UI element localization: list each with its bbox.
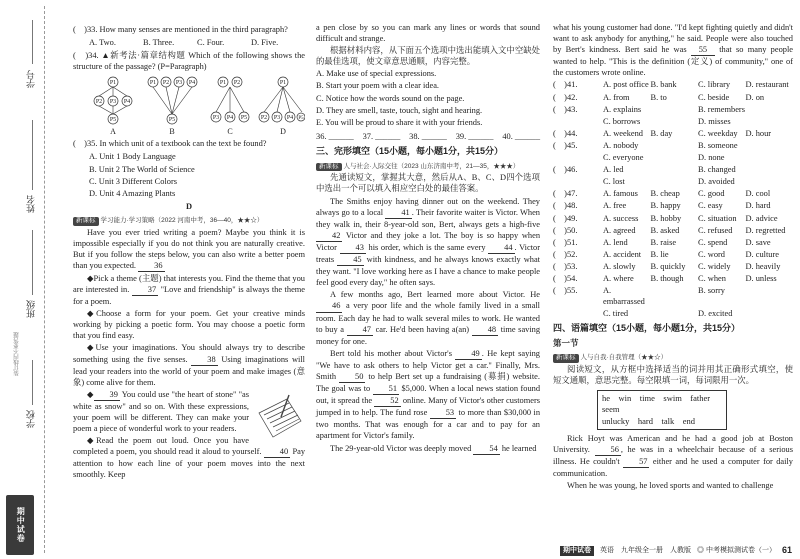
svg-text:P1: P1	[149, 80, 157, 87]
name-line	[32, 120, 33, 190]
question-34: ( )34. ▲新考法·篇章结构题 Which of the following shows the structure of the passage? (P=Paragraph)	[73, 51, 305, 72]
option: A. Unit 1 Body Language	[89, 152, 176, 162]
blank-36[interactable]: 36	[138, 260, 164, 272]
cloze-option-row	[553, 140, 793, 151]
answer-blank[interactable]: 38. ______	[409, 131, 447, 141]
option	[746, 308, 794, 319]
svg-text:P4: P4	[188, 80, 196, 87]
cloze-option-row	[553, 116, 793, 127]
passage-paragraph-3: ◆Choose a form for your poem. Get your creative minds working by picking a poetic form. You may choose a poetic form that you find easy.	[73, 309, 305, 341]
blank-44[interactable]: 44	[488, 242, 514, 254]
answer-blank[interactable]: 40. ______	[502, 131, 540, 141]
option: A. from	[603, 92, 630, 102]
school-line	[32, 360, 33, 405]
option: B. to	[650, 92, 667, 102]
cloze-instructions: 先通读短文，掌握其大意，然后从A、B、C、D四个选项中选出一个可以填入相应空白处的最佳答案。	[316, 173, 540, 194]
option: D. heavily	[745, 261, 781, 271]
cloze-option-row	[553, 261, 793, 272]
cloze-option-row	[553, 249, 793, 260]
blank-50[interactable]: 50	[339, 371, 365, 383]
option: A. lend	[603, 237, 628, 247]
option: A. embarrassed	[603, 286, 645, 307]
option: D. on	[745, 92, 765, 102]
question-number[interactable]: ( )49.	[553, 213, 578, 223]
option	[746, 116, 794, 127]
svg-text:P4: P4	[286, 115, 294, 122]
option: D. restaurant	[745, 80, 789, 90]
part-d-source: 新课标 学习能力·学习策略（2022 河南中考，36—40，★★☆）	[73, 214, 305, 226]
answer-blank[interactable]: 39. ______	[455, 131, 494, 141]
option: A. agreed	[603, 225, 636, 235]
footer-subject: 英语 九年级全一册 人教版	[600, 547, 692, 555]
option: D. hard	[745, 201, 771, 211]
option	[651, 104, 699, 115]
blank-54[interactable]: 54	[473, 443, 499, 455]
option: B. quickly	[650, 261, 686, 271]
blank-53[interactable]: 53	[430, 407, 456, 419]
cloze-option-row	[553, 188, 793, 199]
cloze-paragraph-2: A few months ago, Bert learned more about Victor. He 46 a very poor life and the whole family lived in a small room. Each day he had to walk several miles to work. He wanted to buy a 47 car. He'd been having a(an) 48 time saving money for one.	[316, 290, 541, 346]
footer-badge: 期中试卷	[560, 546, 594, 555]
student-id-line	[32, 20, 33, 64]
svg-text:P2: P2	[233, 80, 241, 87]
option	[746, 176, 794, 187]
option: A. accident	[603, 249, 642, 259]
svg-text:C: C	[227, 127, 233, 137]
question-33-options	[73, 37, 305, 48]
svg-text:P5: P5	[168, 117, 176, 124]
svg-text:P5: P5	[109, 117, 117, 124]
blank-43[interactable]: 43	[340, 242, 366, 254]
option: C. when	[698, 273, 726, 283]
cloze-option-row	[553, 285, 793, 307]
option: A. famous	[603, 189, 638, 199]
cloze-option-row	[553, 200, 793, 211]
svg-text:B: B	[169, 127, 175, 137]
question-number[interactable]: ( )41.	[553, 80, 578, 90]
option: D. advice	[745, 213, 778, 223]
svg-text:P3: P3	[273, 115, 281, 122]
option: B. hobby	[650, 213, 682, 223]
cloze-option-row	[553, 152, 793, 163]
page-footer	[560, 545, 792, 557]
diagram-d	[259, 77, 305, 136]
blank-55[interactable]: 55	[691, 44, 715, 56]
option: D. excited	[698, 309, 733, 319]
option: D. none	[698, 153, 725, 163]
option: B. day	[650, 128, 673, 138]
blank-52[interactable]: 52	[374, 395, 400, 407]
answer-blank[interactable]: 37. ______	[362, 131, 401, 141]
question-35: ( )35. In which unit of a textbook can the text be found?	[73, 139, 267, 149]
question-number[interactable]: ( )44.	[553, 128, 578, 138]
cloze-option-row	[553, 164, 793, 175]
part-1-heading: 第一节	[553, 338, 579, 349]
option: A. success	[603, 213, 639, 223]
question-number[interactable]: ( )50.	[553, 225, 578, 235]
answer-blank[interactable]: 36. ______	[316, 131, 354, 141]
page-number: 61	[781, 545, 792, 556]
option: A. led	[603, 165, 624, 175]
option	[651, 152, 699, 163]
question-33: ( )33. How many senses are mentioned in the third paragraph?	[73, 25, 288, 34]
option: D. Unit 4 Amazing Plants	[89, 188, 176, 198]
class-label: 班级	[26, 300, 36, 318]
option: C. word	[698, 249, 725, 259]
word-box: he win time swim father seem unlucky hard talk end	[597, 390, 727, 430]
option: B. Three.	[143, 38, 175, 48]
question-number[interactable]: ( )42.	[553, 92, 578, 102]
blank-51[interactable]: 51	[373, 383, 399, 395]
option: D. hour	[745, 128, 772, 138]
option: D. cool	[745, 189, 771, 199]
option: A. nobody	[603, 140, 639, 150]
option: B. remembers	[698, 104, 745, 114]
cloze-option-row	[553, 104, 793, 115]
blank-38[interactable]: 38	[191, 354, 217, 366]
passage-paragraph-6: ◆Read the poem out loud. Once you have completed a poem, you should read it aloud to yourself. 40 Pay attention to how each line of your poem moves into the next smoothly. Keep	[73, 436, 306, 480]
option: B. raise	[650, 237, 677, 247]
svg-text:P2: P2	[162, 80, 170, 87]
question-number[interactable]: ( )47.	[553, 189, 578, 199]
question-number[interactable]: ( )53.	[553, 261, 578, 271]
blank-47[interactable]: 47	[347, 324, 373, 336]
option: C. lost	[603, 177, 625, 187]
choice-option-a: A. Make use of special expressions.	[316, 69, 437, 79]
exam-logo: 期中试卷	[6, 495, 34, 555]
option	[651, 285, 699, 307]
option: D. avoided	[698, 177, 735, 187]
option: C. widely	[698, 261, 731, 271]
question-number[interactable]	[553, 116, 603, 127]
diagram-c	[211, 77, 249, 136]
diagram-a	[94, 77, 132, 136]
answer-fill-row	[316, 131, 540, 142]
option: C. refused	[698, 225, 733, 235]
cloze-paragraph-4: The 29-year-old Victor was deeply moved 54 he learned	[316, 443, 540, 455]
option: C. situation	[698, 213, 737, 223]
option: B. Unit 2 The World of Science	[89, 164, 195, 174]
svg-text:D: D	[280, 127, 286, 137]
option: C. beside	[698, 92, 730, 102]
cloze-option-row	[553, 128, 793, 139]
blank-39[interactable]: 39	[94, 389, 120, 401]
choice-option-b: B. Start your poem with a clear idea.	[316, 81, 440, 91]
option: B. cheap	[650, 189, 680, 199]
cloze-option-row	[553, 308, 793, 319]
svg-text:P1: P1	[219, 80, 227, 87]
blank-56[interactable]: 56	[595, 444, 621, 456]
cloze-option-row	[553, 79, 793, 90]
option: C. spend	[698, 237, 728, 247]
binding-dashed-line	[44, 6, 45, 553]
option: D. regretted	[745, 225, 786, 235]
svg-text:P1: P1	[109, 80, 117, 87]
option: D. unless	[745, 273, 777, 283]
cloze-option-row	[553, 273, 793, 284]
school-label: 学校	[26, 410, 36, 428]
blank-46[interactable]: 46	[316, 300, 342, 312]
option: A. Two.	[89, 38, 116, 48]
blank-57[interactable]: 57	[623, 456, 649, 468]
choice-option-c: C. Notice how the words sound on the page.	[316, 93, 465, 103]
cloze-paragraph-1: The Smiths enjoy having dinner out on the weekend. They always go to a local 41 . Their favorite waiter is Victor. When they walk in, their 8-year-old son, Bert, always gets a high-five 42 Victor and they joke a lot. The boy is so happy when Victor 43 his order, which is the same every 44 . Victor treats 45 with kindness, and he always knows exactly what they want. "I love working here as I have a chance to make people feel good every day," he often says.	[316, 196, 541, 288]
notebook-pen-illustration	[253, 391, 305, 443]
svg-text:P1: P1	[279, 80, 287, 87]
question-number[interactable]: ( )51.	[553, 237, 578, 247]
column-middle	[316, 22, 540, 456]
option: A. where	[603, 273, 634, 283]
cloze-paragraph-3: Bert told his mother about Victor's 49 . He kept saying "We have to ask others to help Victor get a car." Finally, Mrs. Smith 50 to help Bert set up a fundraising (募捐) website. The goal was to 51 $5,000. When a local news station found out, it spread the 52 online. Many of Victor's other customers jumped in to help. The fund rose 53 to more than $30,000 in two months. That was enough for a car and to pay for an apartment for Victor's family.	[316, 348, 541, 441]
option	[651, 116, 699, 127]
option: C. everyone	[603, 153, 644, 163]
option: C. weekday	[698, 128, 738, 138]
option: B. though	[650, 273, 684, 283]
option	[651, 176, 699, 187]
cloze-source: 新课标 人与社会·人际交往（2023 山东济南中考，21—35，★★★）	[316, 160, 540, 172]
student-id-label: 学号	[26, 70, 36, 88]
question-number[interactable]: ( )52.	[553, 249, 578, 259]
option: C. library	[698, 80, 731, 90]
cloze-option-row	[553, 92, 793, 103]
option: D. Five.	[251, 38, 279, 48]
question-number[interactable]: ( )45.	[553, 140, 578, 150]
svg-text:P2: P2	[95, 99, 103, 106]
option: B. bank	[650, 80, 677, 90]
option: D. culture	[745, 249, 779, 259]
blank-37[interactable]: 37	[132, 284, 158, 296]
blank-48[interactable]: 48	[472, 324, 498, 336]
svg-text:P4: P4	[226, 115, 234, 122]
column-left	[73, 22, 305, 482]
passage-paragraph-1: Have you ever tried writing a poem? Maybe you think it is impossible especially if you do not think you are naturally creative. But if you follow the steps below, you can also write a better poem than you expected. 36	[73, 227, 305, 272]
option: D. save	[745, 237, 771, 247]
choice-option-d: D. They are smell, taste, touch, sight and hearing.	[316, 105, 483, 115]
option: C. tired	[603, 309, 629, 319]
question-number[interactable]: ( )46.	[553, 165, 578, 175]
passage-paragraph-2: ◆Pick a theme (主题) that interests you. Find the theme that you are interested in. 37 "Love and friendship" is always the theme for a poem.	[73, 273, 306, 307]
passage-b-paragraph-1: Rick Hoyt was American and he had a good job at Boston University. 56 , he was in a wheelchair because of a serious illness. He couldn't 57 either and he used a computer for daily communication.	[553, 433, 794, 479]
question-number[interactable]: ( )43.	[553, 104, 578, 114]
footer-series: ◎ 中考模拟测试卷（一）	[697, 547, 776, 555]
option: C. Four.	[197, 38, 225, 48]
svg-text:A: A	[110, 127, 116, 137]
option: B. lie	[650, 249, 669, 259]
svg-text:P2: P2	[260, 115, 268, 122]
option	[746, 104, 794, 115]
passage-b-paragraph-2: When he was young, he loved sports and wanted to challenge	[567, 481, 774, 491]
blank-40[interactable]: 40	[264, 446, 290, 458]
binding-sidebar	[0, 0, 58, 559]
question-number[interactable]: ( )54.	[553, 273, 578, 283]
binding-note: 装订线内不要答题	[14, 332, 20, 376]
option	[746, 152, 794, 163]
option	[746, 285, 794, 307]
question-number[interactable]	[553, 308, 603, 319]
class-line	[32, 230, 33, 295]
blank-45[interactable]: 45	[337, 254, 363, 266]
cloze-option-row	[553, 225, 793, 236]
option: B. happy	[650, 201, 681, 211]
svg-text:P5: P5	[240, 115, 248, 122]
part-1-source: 新课标 人与自我·自我管理（★★☆）	[553, 351, 793, 363]
option: A. slowly	[603, 261, 636, 271]
option: C. good	[698, 189, 725, 199]
diagram-b	[148, 77, 197, 136]
option: A. free	[603, 201, 627, 211]
question-number[interactable]	[553, 176, 603, 187]
question-number[interactable]: ( )55.	[553, 286, 578, 296]
svg-text:P5: P5	[298, 116, 304, 122]
choice-option-e: E. You will be proud to share it with your friends.	[316, 117, 483, 127]
cloze-paragraph-5: what his young customer had done. "I'd kept fighting quietly and didn't want to ask anybody for anything," he said. People were also touched by Bert's kindness. Bert said he was 55 that so many people wanted to help. "This is the definition (定义) of community," one of the customers wrote online.	[553, 23, 794, 78]
blank-41[interactable]: 41	[385, 207, 411, 219]
passage-paragraph-4: ◆Use your imaginations. You should always try to describe something using the five senses. 38 Using imaginations will lead your readers into the world of your poem and make images (意象) come alive for them.	[73, 343, 306, 387]
option	[651, 140, 699, 151]
section-3-heading: 三、完形填空（15小题，每小题1分，共15分）	[316, 145, 504, 156]
cloze-options-list	[553, 79, 793, 319]
option	[746, 164, 794, 175]
passage-continuation: a pen close by so you can mark any lines or words that sound difficult and strange.	[316, 23, 540, 44]
column-right	[553, 22, 793, 492]
option: B. asked	[650, 225, 680, 235]
question-number[interactable]: ( )48.	[553, 201, 578, 211]
word-box-instructions: 阅读短文，从方框中选择适当的词并用其正确形式填空，使短文通顺，意思完整。每空限填一词，每词限用一次。	[553, 365, 793, 386]
option: A. explains	[603, 104, 642, 114]
svg-text:P3: P3	[175, 80, 183, 87]
structure-diagram	[73, 74, 305, 136]
blank-49[interactable]: 49	[455, 348, 481, 360]
svg-text:P3: P3	[109, 99, 117, 106]
option: A. post office	[603, 80, 649, 90]
option: C. easy	[698, 201, 723, 211]
option: D. misses	[698, 116, 731, 126]
question-number[interactable]	[553, 152, 603, 163]
section-4-heading: 四、语篇填空（15小题，每小题1分，共15分）	[553, 323, 741, 334]
option	[651, 164, 699, 175]
cloze-option-row	[553, 237, 793, 248]
blank-42[interactable]: 42	[316, 230, 342, 242]
option: A. weekend	[603, 128, 643, 138]
cloze-option-row	[553, 213, 793, 224]
svg-text:P4: P4	[123, 99, 131, 106]
part-d-heading: D	[185, 201, 193, 211]
passage-paragraph-5: ◆ 39 You could use "the heart of stone" "as white as snow" and so on. With these expressions, your poem will be different. They can make your poem a piece of wonderful work to your readers.	[73, 389, 249, 434]
option: B. changed	[698, 165, 736, 175]
option: B. sorry	[698, 286, 725, 296]
seven-choice-instructions: 根据材料内容，从下面五个选项中选出能填入文中空缺处的最佳选项，使文章意思通顺，内容完整。	[316, 46, 540, 67]
option: C. borrows	[603, 116, 641, 126]
option	[746, 140, 794, 151]
svg-text:P3: P3	[212, 115, 220, 122]
cloze-option-row	[553, 176, 793, 187]
option: B. someone	[698, 140, 738, 150]
option	[651, 308, 699, 319]
option: C. Unit 3 Different Colors	[89, 176, 178, 186]
name-label: 姓名	[26, 195, 36, 213]
